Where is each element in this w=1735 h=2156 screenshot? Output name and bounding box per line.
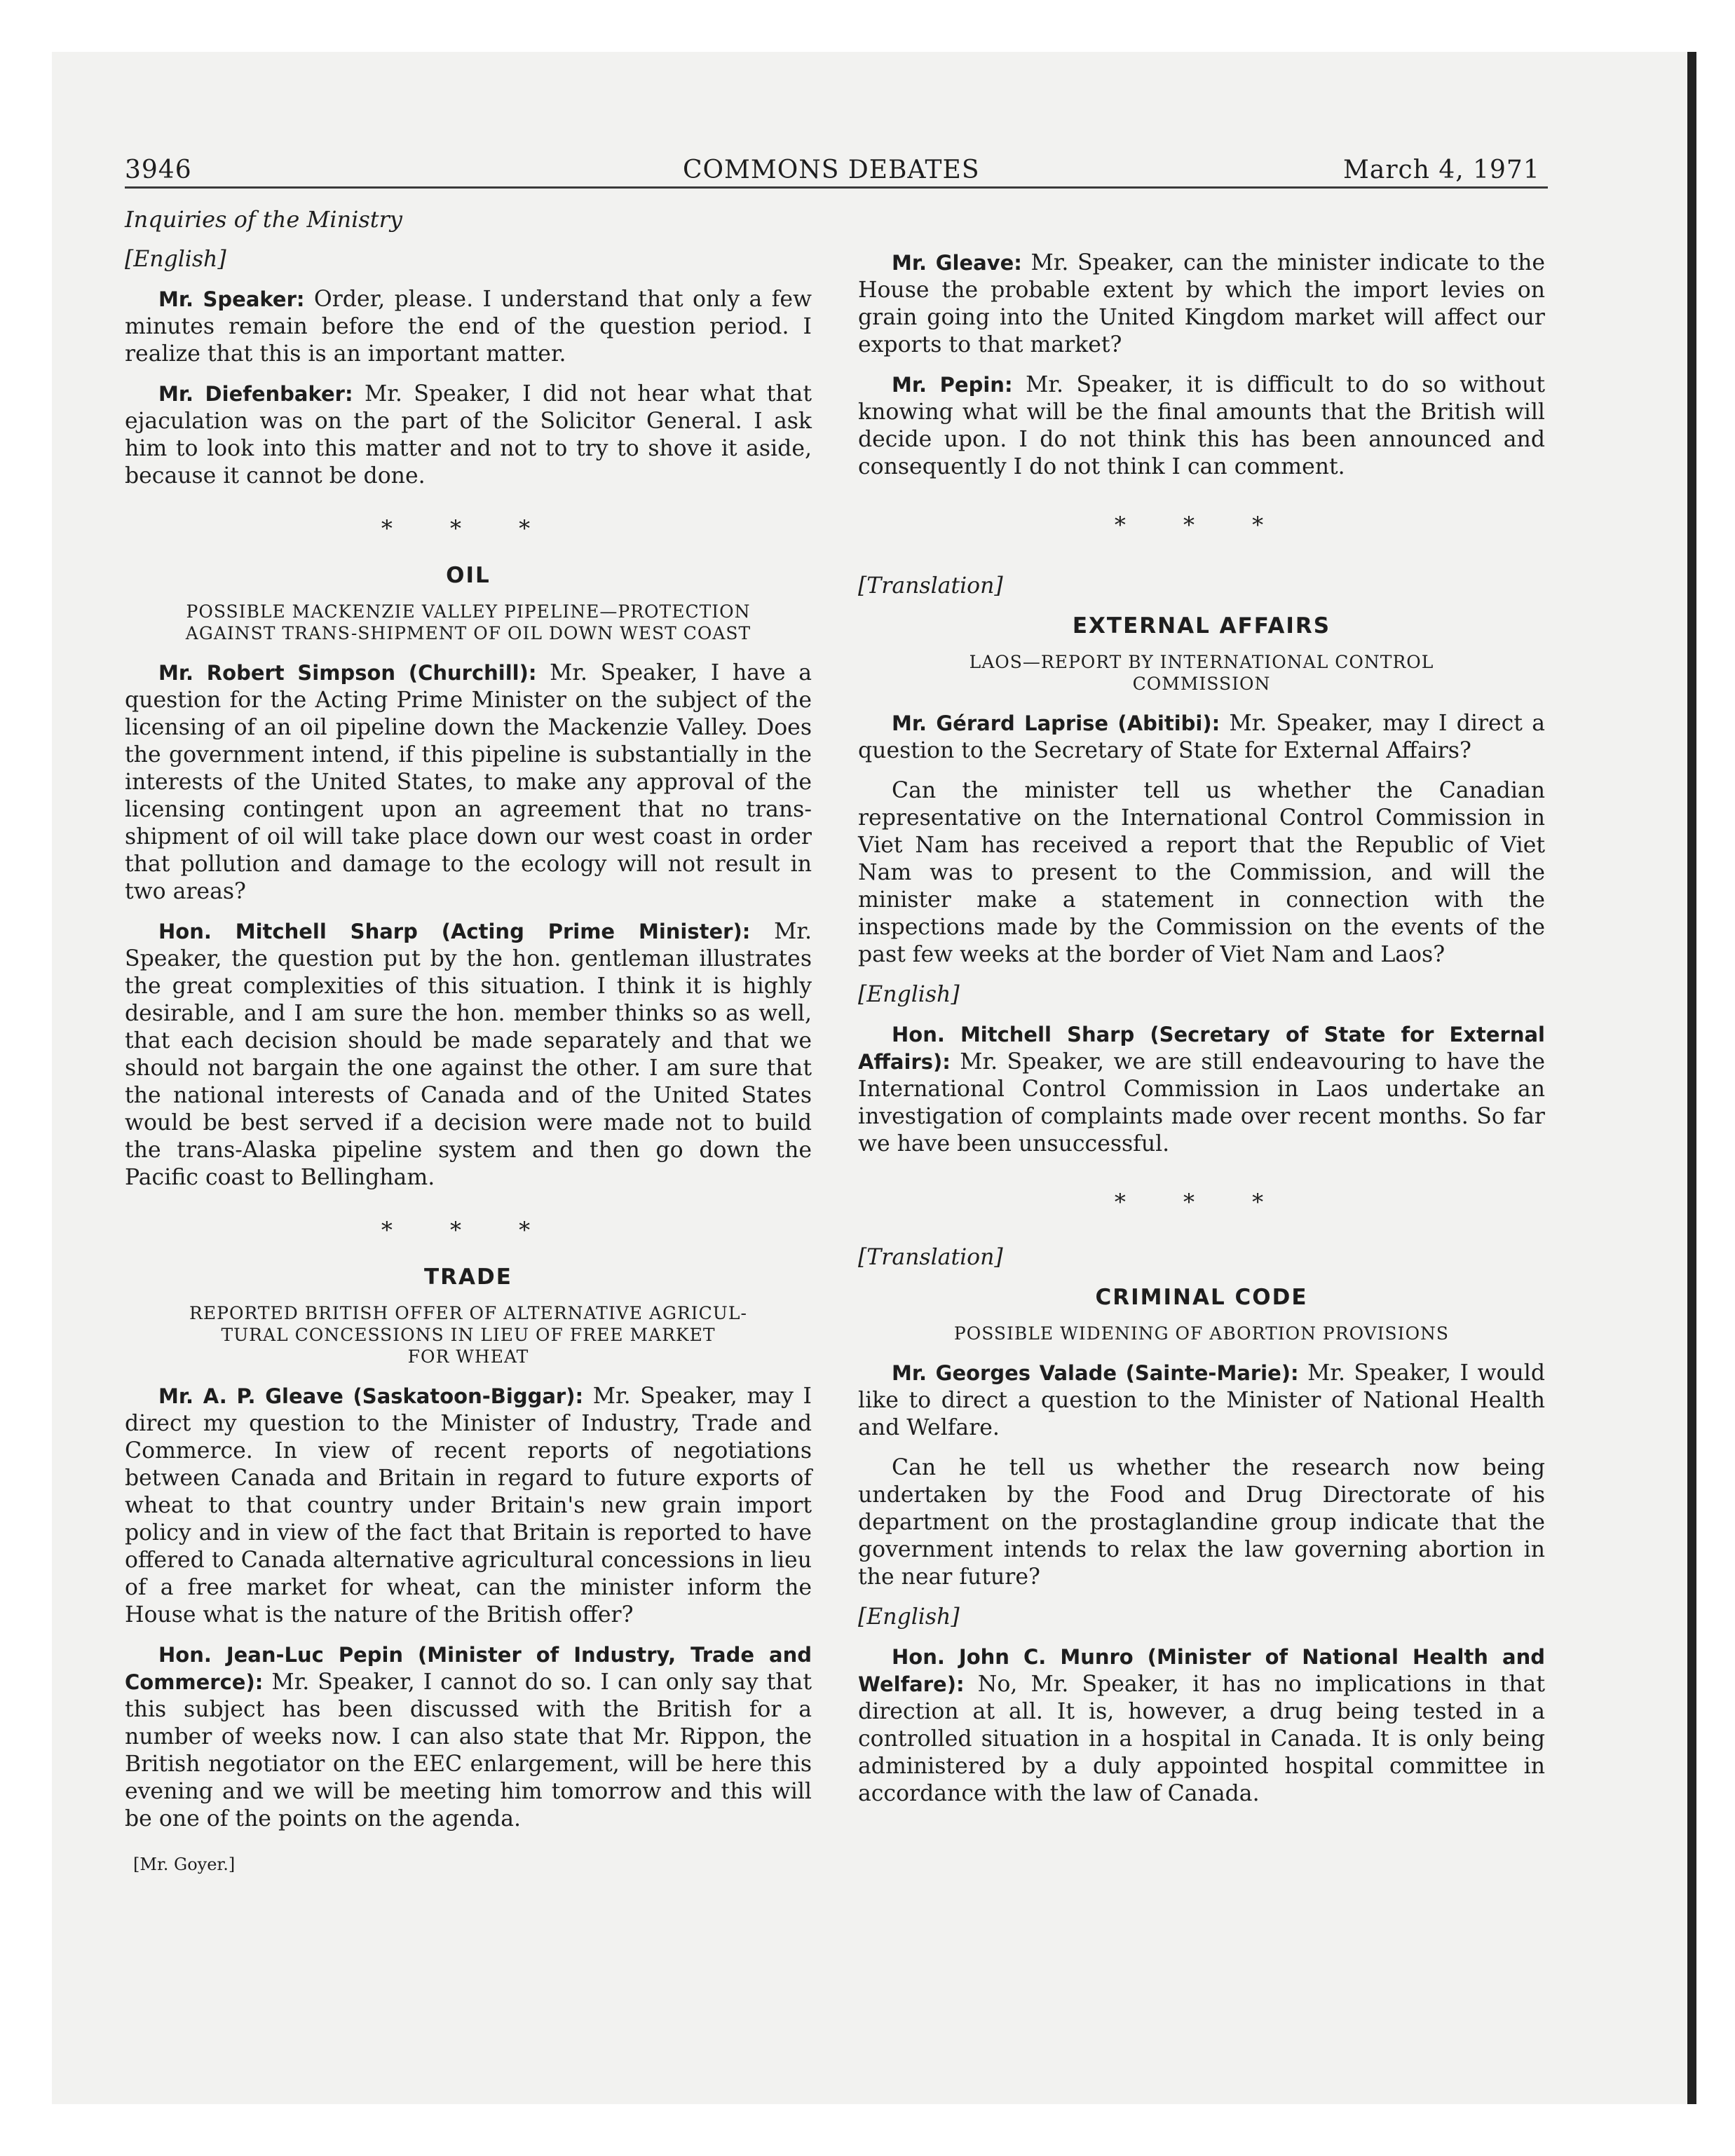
subheading-line: POSSIBLE WIDENING OF ABORTION PROVISIONS <box>953 1323 1450 1344</box>
speaker-name: Mr. Speaker: <box>158 287 305 311</box>
paragraph <box>858 1360 1545 1442</box>
speaker-name: Mr. Robert Simpson (Churchill): <box>158 661 537 685</box>
section-separator: * * * <box>1114 1189 1289 1215</box>
paragraph <box>125 918 812 1192</box>
paragraph: Can he tell us whether the research now being undertaken by the Food and Drug Directorate of his department on the prostaglandine group indicate that the government intends to relax the law governing abortion in the near future? <box>858 1455 1545 1590</box>
speech-text: Mr. Speaker, the question put by the hon. gentleman illustrates the great complexities of this situation. I think it is highly desirable, and I am sure the hon. member thinks so as well, that each decision should be made separately and that we should not bargain the one against the other. I am sure that the national interests of Canada and of the United States would be best served if a decision were made not to build the trans-Alaska pipeline system and then go down the Pacific coast to Bellingham. <box>125 919 812 1190</box>
language-tag: [English] <box>125 247 226 272</box>
speaker-name: Mr. Pepin: <box>892 373 1013 397</box>
speech-text: Mr. Speaker, I would like to direct a question to the Minister of National Health and Welfare. <box>858 1360 1545 1440</box>
speech-text: Mr. Speaker, we are still endeavouring to have the International Control Commission in Laos undertake an investigation of complaints made over recent months. So far we have been unsuccessful. <box>858 1049 1545 1157</box>
paragraph <box>858 1644 1545 1808</box>
section-subheading <box>858 651 1545 695</box>
speech-text: Mr. Speaker, can the minister indicate to the House the probable extent by which the import levies on grain going into the United Kingdom market will affect our exports to that market? <box>858 250 1545 357</box>
page-number: 3946 <box>125 156 192 184</box>
speaker-name: Hon. Jean-Luc Pepin (Minister of Industry, Trade and Commerce): <box>125 1643 812 1694</box>
page-date: March 4, 1971 <box>1343 156 1540 184</box>
section-separator: * * * <box>381 1217 556 1243</box>
paragraph <box>858 1021 1545 1158</box>
subheading-line: POSSIBLE MACKENZIE VALLEY PIPELINE—PROTECTION <box>186 601 751 622</box>
left-column <box>125 206 812 1878</box>
publication-title: COMMONS DEBATES <box>683 156 980 184</box>
section-subheading <box>125 601 812 644</box>
section-separator: * * * <box>381 515 556 542</box>
section-heading: EXTERNAL AFFAIRS <box>1072 613 1331 639</box>
paragraph <box>125 1383 812 1629</box>
subheading-line: TURAL CONCESSIONS IN LIEU OF FREE MARKET <box>221 1325 716 1345</box>
section-heading: CRIMINAL CODE <box>1095 1285 1308 1310</box>
section-subheading <box>858 1323 1545 1344</box>
speaker-name: Mr. A. P. Gleave (Saskatoon-Biggar): <box>158 1384 584 1408</box>
paragraph <box>858 371 1545 481</box>
paragraph <box>125 660 812 906</box>
speaker-name: Mr. Gérard Laprise (Abitibi): <box>892 711 1220 735</box>
paragraph <box>125 286 812 368</box>
speaker-name: Hon. Mitchell Sharp (Acting Prime Minister): <box>158 920 751 943</box>
right-column <box>858 250 1545 1820</box>
section-separator: * * * <box>1114 512 1289 538</box>
subheading-line: FOR WHEAT <box>407 1346 529 1367</box>
speaker-name: Mr. Georges Valade (Sainte-Marie): <box>892 1361 1299 1385</box>
speaker-name: Hon. Mitchell Sharp (Secretary of State for External Affairs): <box>858 1023 1545 1074</box>
section-heading: OIL <box>446 563 491 588</box>
footnote: [Mr. Goyer.] <box>133 1855 236 1874</box>
paragraph <box>125 381 812 490</box>
paragraph <box>858 250 1545 359</box>
speaker-name: Mr. Diefenbaker: <box>158 382 353 406</box>
header-rule <box>125 186 1548 189</box>
speech-text: Mr. Speaker, I cannot do so. I can only say that this subject has been discussed with the British for a number of weeks now. I can also state that Mr. Rippon, the British negotiator on the EEC enlargement, will be here this evening and we will be meeting him tomorrow and this will be one of the points on the agenda. <box>125 1670 812 1831</box>
subheading-line: REPORTED BRITISH OFFER OF ALTERNATIVE AGRICUL- <box>189 1303 747 1323</box>
speech-text: Order, please. I understand that only a few minutes remain before the end of the question period. I realize that this is an important matter. <box>125 287 812 367</box>
speech-text: Mr. Speaker, it is difficult to do so without knowing what will be the final amounts that the British will decide upon. I do not think this has been announced and consequently I do not think I can comment. <box>858 372 1545 479</box>
speech-text: Mr. Speaker, I did not hear what that ejaculation was on the part of the Solicitor General. I ask him to look into this matter and not to try to shove it aside, because it cannot be done. <box>125 381 812 489</box>
page-content <box>52 52 1696 2104</box>
paragraph <box>858 710 1545 765</box>
speaker-name: Hon. John C. Munro (Minister of National Health and Welfare): <box>858 1645 1545 1696</box>
scanned-page <box>52 52 1696 2104</box>
speaker-name: Mr. Gleave: <box>892 251 1022 275</box>
subheading-line: AGAINST TRANS-SHIPMENT OF OIL DOWN WEST COAST <box>185 623 751 643</box>
paragraph <box>125 1642 812 1833</box>
language-tag: [Translation] <box>858 1245 1003 1270</box>
section-subheading <box>125 1302 812 1367</box>
speech-text: Mr. Speaker, may I direct a question to the Secretary of State for External Affairs? <box>858 711 1545 763</box>
speech-text: Mr. Speaker, may I direct my question to the Minister of Industry, Trade and Commerce. In view of recent reports of negotiations between Canada and Britain in regard to future exports of wheat to that country under Britain's new grain import policy and in view of the fact that Britain is reported to have offered to Canada alternative agricultural concessions in lieu of a free market for wheat, can the minister inform the House what is the nature of the British offer? <box>125 1384 812 1628</box>
subheading-line: COMMISSION <box>1132 674 1271 694</box>
speech-text: Mr. Speaker, I have a question for the Acting Prime Minister on the subject of the licensing of an oil pipeline down the Mackenzie Valley. Does the government intend, if this pipeline is substantially in the interests of the United States, to make any approval of the licensing contingent upon an agreement that no trans-shipment of oil will take place down our west coast in order that pollution and damage to the ecology will not result in two areas? <box>125 660 812 904</box>
language-tag: [Translation] <box>858 573 1003 599</box>
language-tag: [English] <box>858 1604 960 1630</box>
language-tag: [English] <box>858 982 960 1007</box>
speech-text: No, Mr. Speaker, it has no implications in that direction at all. It is, however, a drug being tested in a controlled situation in a hospital in Canada. It is only being administered by a duly appointed hospital committee in accordance with the law of Canada. <box>858 1672 1545 1806</box>
paragraph: Can the minister tell us whether the Canadian representative on the International Control Commission in Viet Nam has received a report that the Republic of Viet Nam was to present to the Commission, and will the minister make a statement in connection with the inspections made by the Commission on the events of the past few weeks at the border of Viet Nam and Laos? <box>858 778 1545 967</box>
section-heading: TRADE <box>424 1264 512 1290</box>
subheading-line: LAOS—REPORT BY INTERNATIONAL CONTROL <box>969 652 1434 672</box>
running-subtitle: Inquiries of the Ministry <box>125 206 402 233</box>
